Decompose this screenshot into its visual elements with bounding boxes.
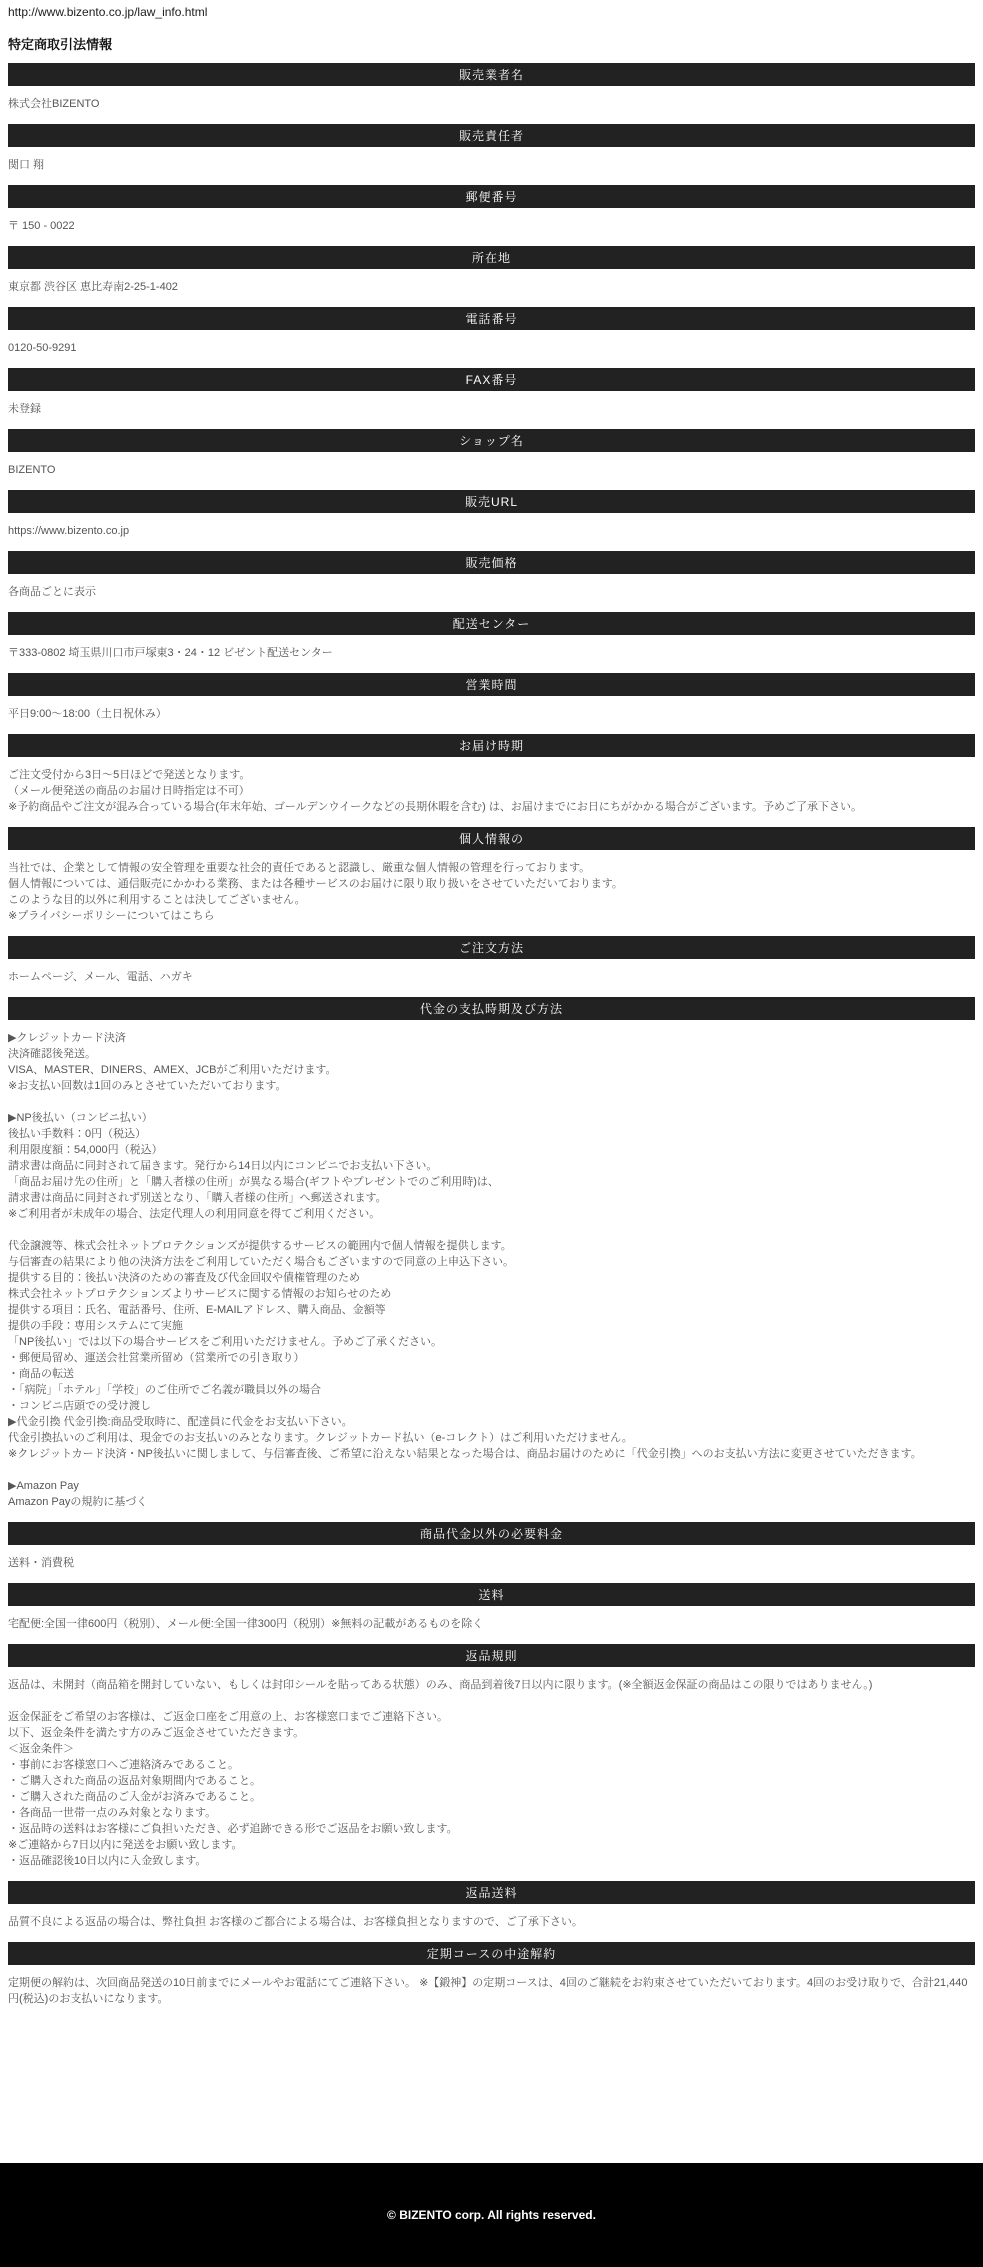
section-14-line-28: ▶Amazon Pay bbox=[8, 1480, 79, 1492]
law-section bbox=[8, 490, 975, 539]
section-14-line-26: ※クレジットカード決済・NP後払いに関しまして、与信審査後、ご希望に沿えない結果となった場合は、商品お届けのために「代金引換」へのお支払い方法に変更させていただきます。 bbox=[8, 1448, 922, 1460]
section-heading-label: 商品代金以外の必要料金 bbox=[419, 1527, 563, 1541]
section-heading-bar bbox=[8, 936, 975, 959]
section-9-line-0: 〒333-0802 埼玉県川口市戸塚東3・24・12 ビゼント配送センター bbox=[8, 647, 333, 659]
section-14-line-4 bbox=[8, 1094, 975, 1110]
section-heading-bar bbox=[8, 1522, 975, 1545]
section-body bbox=[8, 1616, 975, 1632]
section-heading-bar bbox=[8, 429, 975, 452]
section-14-line-6: 後払い手数料：0円（税込） bbox=[8, 1128, 147, 1140]
section-2-line-0: 〒 150 - 0022 bbox=[8, 220, 75, 232]
section-14-line-13: 代金譲渡等、株式会社ネットプロテクションズが提供するサービスの範囲内で個人情報を提供します。 bbox=[8, 1240, 512, 1252]
section-12-line-3: ※プライバシーポリシーについてはこちら bbox=[8, 910, 215, 922]
bottom-spacer bbox=[8, 2019, 975, 2075]
section-heading-label: ご注文方法 bbox=[458, 941, 524, 955]
section-14-line-16: 株式会社ネットプロテクションズよりサービスに関する情報のお知らせのため bbox=[8, 1288, 392, 1300]
section-19-line-0: 定期便の解約は、次回商品発送の10日前までにメールやお電話にてご連絡下さい。 ※【鍛神】の定期コースは、4回のご継続をお約束させていただいております。4回のお受け取りで、合計21,440円(税込)のお支払いになります。 bbox=[8, 1977, 968, 2005]
section-14-line-18: 提供の手段：専用システムにて実施 bbox=[8, 1320, 183, 1332]
section-heading-bar bbox=[8, 997, 975, 1020]
section-body bbox=[8, 767, 975, 815]
section-16-line-0: 宅配便:全国一律600円（税別）、メール便:全国一律300円（税別）※無料の記載があるものを除く bbox=[8, 1618, 484, 1630]
section-17-line-3: 以下、返金条件を満たす方のみご返金させていただきます。 bbox=[8, 1727, 305, 1739]
section-14-line-0: ▶クレジットカード決済 bbox=[8, 1032, 126, 1044]
section-heading-bar bbox=[8, 307, 975, 330]
section-11-line-2: ※予約商品やご注文が混み合っている場合(年末年始、ゴールデンウイークなどの長期休暇を含む) は、お届けまでにお日にちがかかる場合がございます。予めご了承下さい。 bbox=[8, 801, 862, 813]
law-section bbox=[8, 1644, 975, 1869]
section-17-line-9: ・返品時の送料はお客様にご負担いただき、必ず追跡できる形でご返品をお願い致します。 bbox=[8, 1823, 458, 1835]
section-heading-bar bbox=[8, 63, 975, 86]
section-8-line-0: 各商品ごとに表示 bbox=[8, 586, 96, 598]
section-heading-bar bbox=[8, 1583, 975, 1606]
law-section bbox=[8, 1881, 975, 1930]
law-section bbox=[8, 185, 975, 234]
section-body bbox=[8, 279, 975, 295]
section-15-line-0: 送料・消費税 bbox=[8, 1557, 74, 1569]
section-14-line-27 bbox=[8, 1462, 975, 1478]
section-heading-label: 代金の支払時期及び方法 bbox=[419, 1002, 563, 1016]
section-body bbox=[8, 645, 975, 661]
section-heading-bar bbox=[8, 368, 975, 391]
section-heading-bar bbox=[8, 1942, 975, 1965]
section-body bbox=[8, 706, 975, 722]
section-heading-label: 返品規則 bbox=[465, 1649, 518, 1663]
section-heading-bar bbox=[8, 673, 975, 696]
section-body bbox=[8, 96, 975, 112]
section-11-line-0: ご注文受付から3日～5日ほどで発送となります。 bbox=[8, 769, 251, 781]
section-heading-bar bbox=[8, 1644, 975, 1667]
law-section bbox=[8, 1942, 975, 2007]
section-body bbox=[8, 584, 975, 600]
section-heading-label: 所在地 bbox=[471, 251, 511, 265]
section-heading-bar bbox=[8, 1881, 975, 1904]
section-heading-label: 個人情報の bbox=[458, 832, 524, 846]
section-body bbox=[8, 218, 975, 234]
section-body bbox=[8, 1914, 975, 1930]
section-heading-label: お届け時期 bbox=[458, 739, 524, 753]
section-13-line-0: ホームページ、メール、電話、ハガキ bbox=[8, 971, 193, 983]
section-heading-label: 送料 bbox=[478, 1588, 505, 1602]
section-18-line-0: 品質不良による返品の場合は、弊社負担 お客様のご都合による場合は、お客様負担となりますので、ご了承下さい。 bbox=[8, 1916, 583, 1928]
section-17-line-0: 返品は、未開封（商品箱を開封していない、もしくは封印シールを貼ってある状態）のみ、商品到着後7日以内に限ります。(※全額返金保証の商品はこの限りではありません。) bbox=[8, 1679, 873, 1691]
law-section bbox=[8, 368, 975, 417]
section-heading-bar bbox=[8, 490, 975, 513]
section-14-line-3: ※お支払い回数は1回のみとさせていただいております。 bbox=[8, 1080, 287, 1092]
page-title: 特定商取引法情報 bbox=[8, 37, 113, 52]
law-section bbox=[8, 429, 975, 478]
section-heading-bar bbox=[8, 551, 975, 574]
section-heading-bar bbox=[8, 827, 975, 850]
section-heading-label: 定期コースの中途解約 bbox=[426, 1947, 557, 1961]
section-4-line-0: 0120-50-9291 bbox=[8, 342, 77, 354]
section-17-line-10: ※ご連絡から7日以内に発送をお願い致します。 bbox=[8, 1839, 243, 1851]
section-heading-bar bbox=[8, 124, 975, 147]
section-3-line-0: 東京都 渋谷区 恵比寿南2-25-1-402 bbox=[8, 281, 178, 293]
section-14-line-1: 決済確認後発送。 bbox=[8, 1048, 96, 1060]
law-section bbox=[8, 1522, 975, 1571]
page-url-text: http://www.bizento.co.jp/law_info.html bbox=[8, 5, 208, 19]
section-heading-label: 販売業者名 bbox=[458, 68, 524, 82]
section-14-line-11: ※ご利用者が未成年の場合、法定代理人の利用同意を得てご利用ください。 bbox=[8, 1208, 381, 1220]
section-12-line-1: 個人情報については、通信販売にかかわる業務、または各種サービスのお届けに限り取り扱いをさせていただいております。 bbox=[8, 878, 623, 890]
section-heading-label: 返品送料 bbox=[465, 1886, 518, 1900]
law-section bbox=[8, 936, 975, 985]
section-14-line-14: 与信審査の結果により他の決済方法をご利用していただく場合もございますので同意の上申込下さい。 bbox=[8, 1256, 514, 1268]
section-14-line-19: 「NP後払い」では以下の場合サービスをご利用いただけません。予めご了承ください。 bbox=[8, 1336, 442, 1348]
section-heading-bar bbox=[8, 246, 975, 269]
section-14-line-5: ▶NP後払い（コンビニ払い） bbox=[8, 1112, 153, 1124]
section-14-line-7: 利用限度額：54,000円（税込） bbox=[8, 1144, 163, 1156]
section-body bbox=[8, 1030, 975, 1510]
section-17-line-4: ＜返金条件＞ bbox=[8, 1743, 74, 1755]
section-body bbox=[8, 969, 975, 985]
law-section bbox=[8, 673, 975, 722]
section-body bbox=[8, 1975, 975, 2007]
section-14-line-22: ・「病院」「ホテル」「学校」のご住所でご名義が職員以外の場合 bbox=[8, 1384, 321, 1396]
law-section bbox=[8, 997, 975, 1510]
law-sections-container bbox=[8, 63, 975, 2007]
section-1-line-0: 関口 翔 bbox=[8, 159, 45, 171]
section-body bbox=[8, 462, 975, 478]
page-footer bbox=[0, 2163, 983, 2267]
section-body bbox=[8, 860, 975, 924]
section-17-line-6: ・ご購入された商品の返品対象期間内であること。 bbox=[8, 1775, 261, 1787]
copyright-text: © BIZENTO corp. All rights reserved. bbox=[387, 2208, 596, 2222]
section-14-line-2: VISA、MASTER、DINERS、AMEX、JCBがご利用いただけます。 bbox=[8, 1064, 337, 1076]
section-14-line-9: 「商品お届け先の住所」と「購入者様の住所」が異なる場合(ギフトやプレゼントでのご利用時)は、 bbox=[8, 1176, 499, 1188]
section-12-line-2: このような目的以外に利用することは決してございません。 bbox=[8, 894, 306, 906]
section-14-line-29: Amazon Payの規約に基づく bbox=[8, 1496, 148, 1508]
section-14-line-12 bbox=[8, 1222, 975, 1238]
law-section bbox=[8, 612, 975, 661]
section-17-line-7: ・ご購入された商品のご入金がお済みであること。 bbox=[8, 1791, 261, 1803]
section-heading-label: FAX番号 bbox=[465, 373, 518, 387]
section-17-line-8: ・各商品一世帯一点のみ対象となります。 bbox=[8, 1807, 217, 1819]
section-14-line-23: ・コンビニ店頭での受け渡し bbox=[8, 1400, 151, 1412]
law-section bbox=[8, 124, 975, 173]
section-17-line-1 bbox=[8, 1693, 975, 1709]
section-14-line-10: 請求書は商品に同封されず別送となり、「購入者様の住所」へ郵送されます。 bbox=[8, 1192, 387, 1204]
section-6-line-0: BIZENTO bbox=[8, 464, 56, 476]
section-0-line-0: 株式会社BIZENTO bbox=[8, 98, 100, 110]
section-heading-label: 郵便番号 bbox=[465, 190, 518, 204]
section-heading-label: 営業時間 bbox=[465, 678, 518, 692]
section-14-line-25: 代金引換払いのご利用は、現金でのお支払いのみとなります。クレジットカード払い（e-コレクト）はご利用いただけません。 bbox=[8, 1432, 633, 1444]
section-14-line-20: ・郵便局留め、運送会社営業所留め（営業所での引き取り） bbox=[8, 1352, 305, 1364]
section-12-line-0: 当社では、企業として情報の安全管理を重要な社会的責任であると認識し、厳重な個人情報の管理を行っております。 bbox=[8, 862, 591, 874]
section-heading-label: ショップ名 bbox=[459, 434, 524, 448]
section-17-line-2: 返金保証をご希望のお客様は、ご返金口座をご用意の上、お客様窓口までご連絡下さい。 bbox=[8, 1711, 448, 1723]
section-14-line-21: ・商品の転送 bbox=[8, 1368, 74, 1380]
section-body bbox=[8, 523, 975, 539]
section-heading-bar bbox=[8, 185, 975, 208]
section-5-line-0: 未登録 bbox=[8, 403, 41, 415]
section-heading-label: 販売責任者 bbox=[458, 129, 524, 143]
section-body bbox=[8, 340, 975, 356]
law-section bbox=[8, 734, 975, 815]
section-body bbox=[8, 401, 975, 417]
section-17-line-5: ・事前にお客様窓口へご連絡済みであること。 bbox=[8, 1759, 239, 1771]
section-heading-bar bbox=[8, 734, 975, 757]
section-body bbox=[8, 157, 975, 173]
law-section bbox=[8, 246, 975, 295]
section-14-line-15: 提供する目的：後払い決済のための審査及び代金回収や債権管理のため bbox=[8, 1272, 360, 1284]
section-body bbox=[8, 1677, 975, 1869]
law-section bbox=[8, 551, 975, 600]
section-17-line-11: ・返品確認後10日以内に入金致します。 bbox=[8, 1855, 207, 1867]
section-11-line-1: （メール便発送の商品のお届け日時指定は不可） bbox=[8, 785, 250, 797]
section-7-line-0: https://www.bizento.co.jp bbox=[8, 525, 130, 537]
section-14-line-8: 請求書は商品に同封されて届きます。発行から14日以内にコンビニでお支払い下さい。 bbox=[8, 1160, 438, 1172]
law-section bbox=[8, 1583, 975, 1632]
law-section bbox=[8, 827, 975, 924]
section-heading-label: 配送センター bbox=[452, 617, 531, 631]
section-10-line-0: 平日9:00～18:00（土日祝休み） bbox=[8, 708, 167, 720]
section-14-line-24: ▶代金引換 代金引換:商品受取時に、配達員に代金をお支払い下さい。 bbox=[8, 1416, 353, 1428]
law-section bbox=[8, 63, 975, 112]
section-heading-label: 販売価格 bbox=[465, 556, 518, 570]
section-body bbox=[8, 1555, 975, 1571]
section-heading-label: 電話番号 bbox=[465, 312, 518, 326]
law-section bbox=[8, 307, 975, 356]
section-heading-label: 販売URL bbox=[464, 495, 518, 509]
section-14-line-17: 提供する項目：氏名、電話番号、住所、E-MAILアドレス、購入商品、金額等 bbox=[8, 1304, 386, 1316]
section-heading-bar bbox=[8, 612, 975, 635]
